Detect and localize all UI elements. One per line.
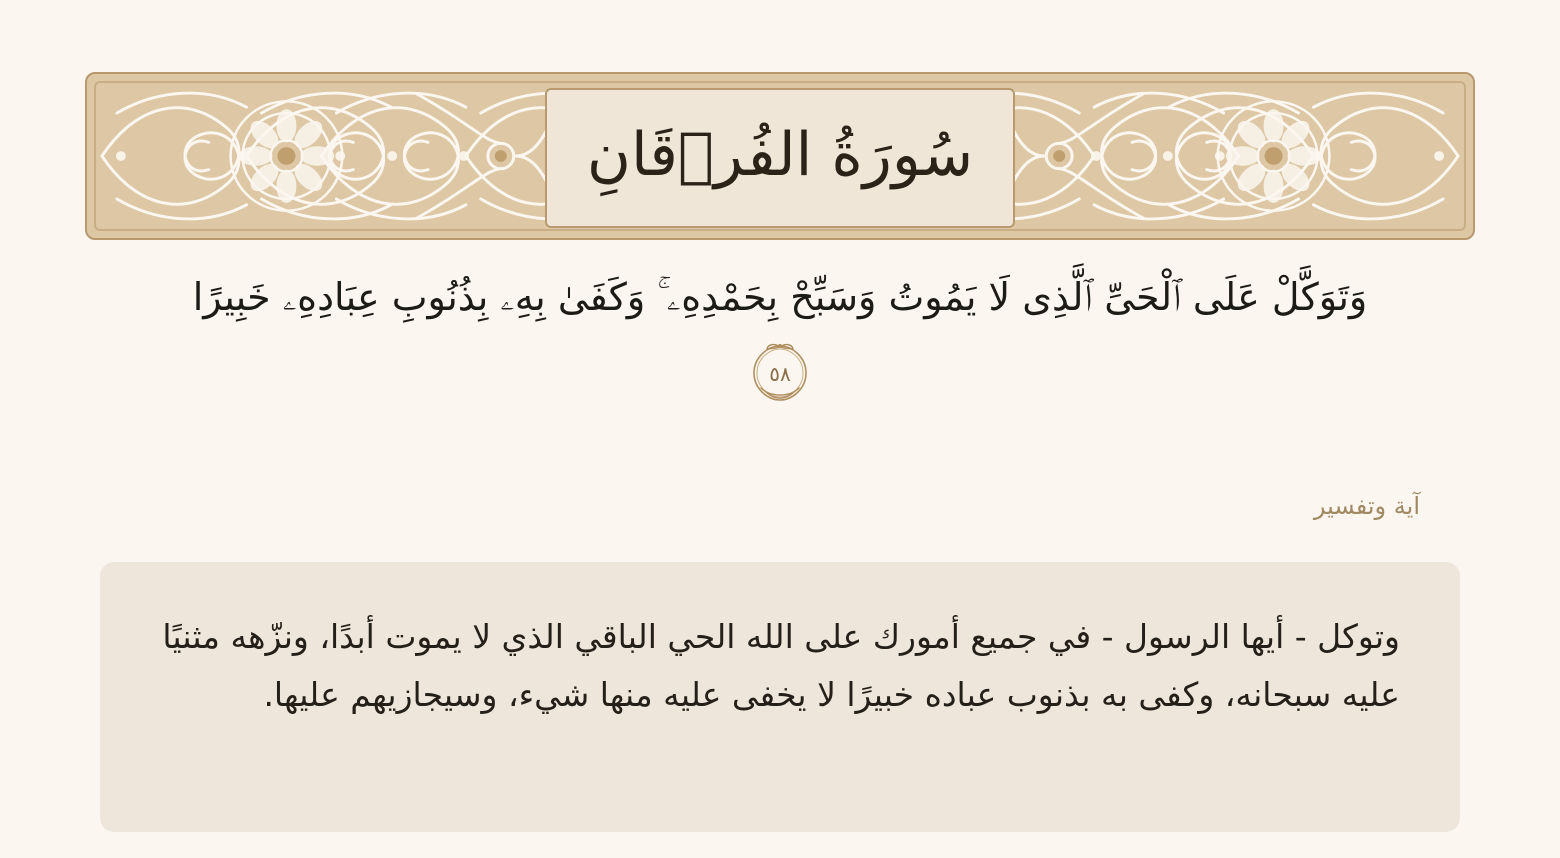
surah-title: سُورَةُ الفُرۡقَانِ	[586, 120, 974, 190]
ayah-block	[60, 268, 1500, 405]
banner-frame	[85, 72, 1475, 240]
surah-header-banner	[85, 72, 1475, 240]
ayah-end-marker-icon	[748, 341, 812, 405]
tafsir-label: آية وتفسير	[1313, 492, 1420, 520]
ayah-number: ٥٨	[769, 361, 791, 386]
ayah-arabic-text: وَتَوَكَّلْ عَلَى ٱلْحَىِّ ٱلَّذِى لَا يَمُوتُ وَسَبِّحْ بِحَمْدِهِۦ ۚ وَكَفَىٰ بِهِۦ بِذُنُوبِ عِبَادِهِۦ خَبِيرًا	[192, 275, 1368, 319]
surah-title-panel	[545, 88, 1015, 228]
tafsir-body-text: وتوكل - أيها الرسول - في جميع أمورك على الله الحي الباقي الذي لا يموت أبدًا، ونزّهه مثنيًا عليه سبحانه، وكفى به بذنوب عباده خبيرًا لا يخفى عليه منها شيء، وسيجازيهم عليها.	[162, 617, 1400, 714]
tafsir-panel	[100, 562, 1460, 832]
